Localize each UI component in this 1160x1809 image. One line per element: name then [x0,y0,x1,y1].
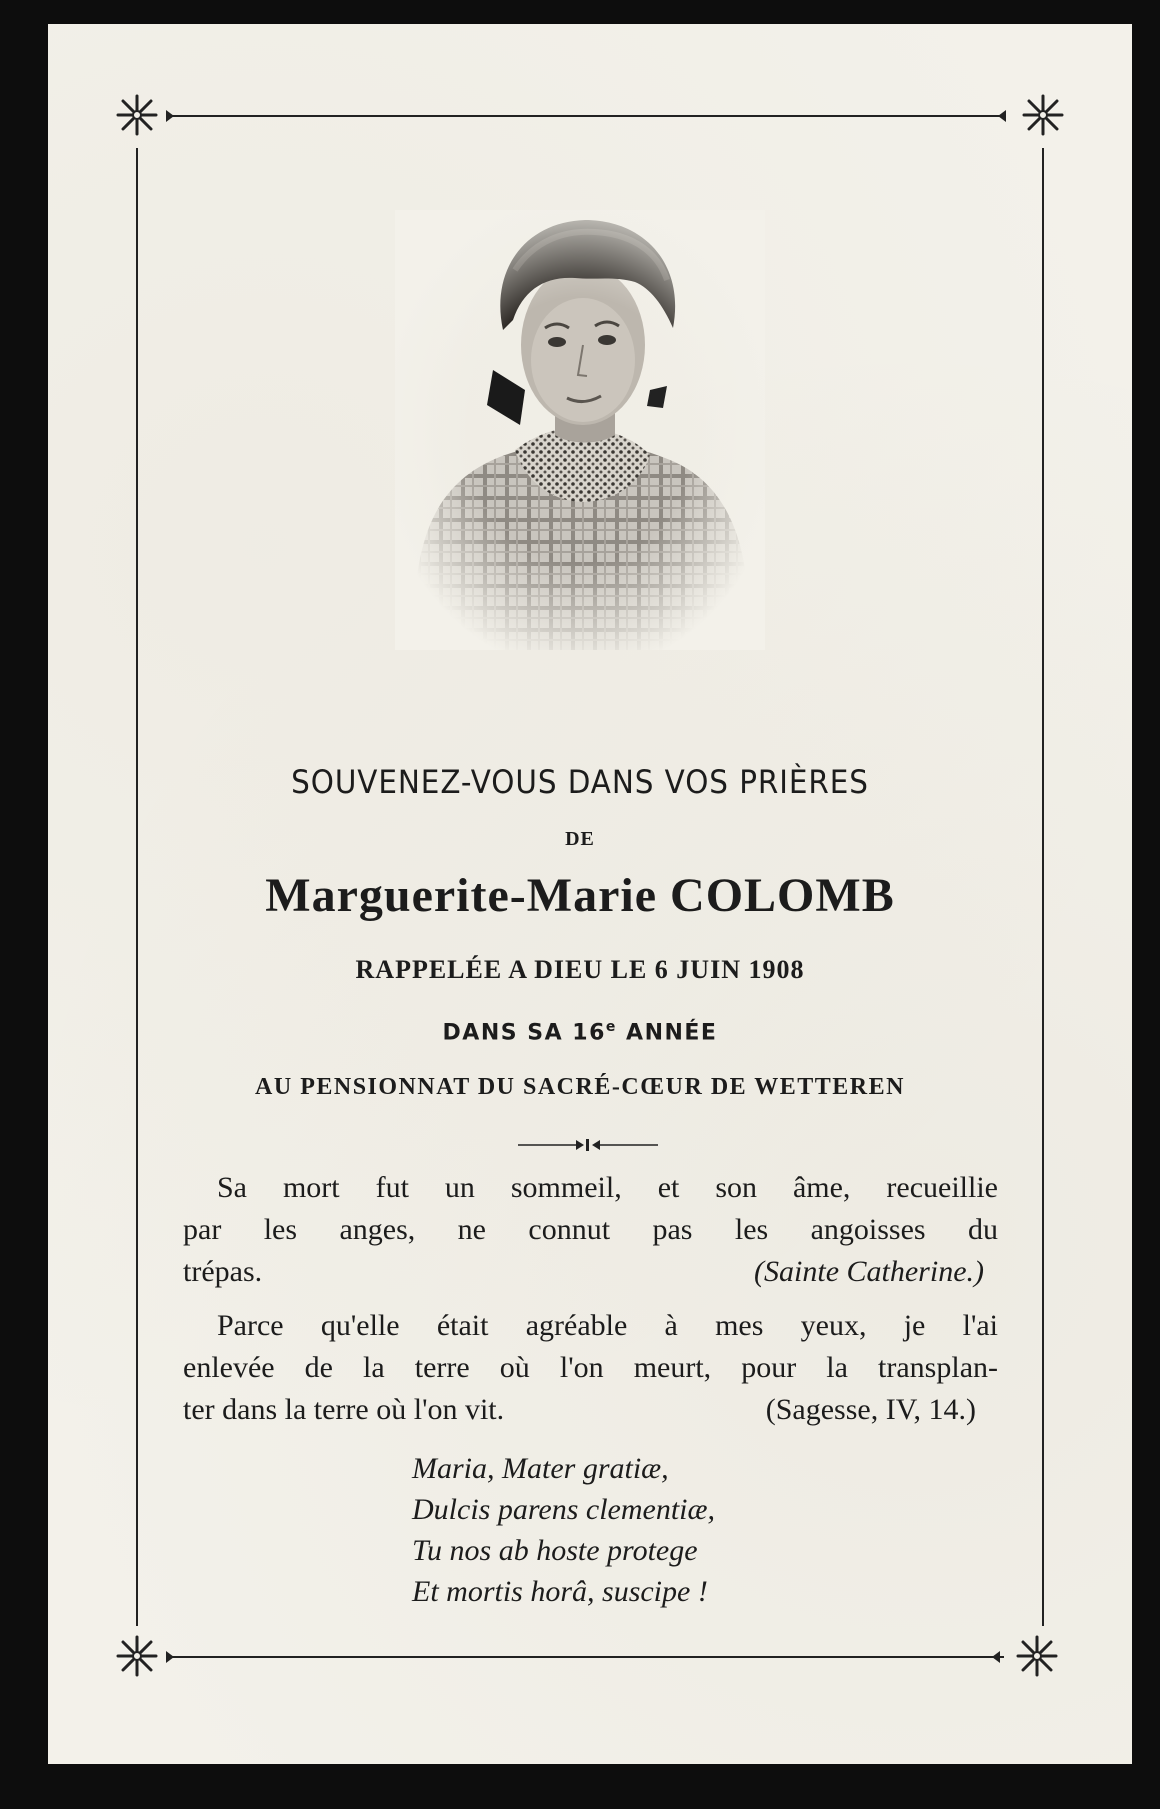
verse-line: Maria, Mater gratiæ, [412,1452,669,1485]
death-date-line: RAPPELÉE A DIEU LE 6 JUIN 1908 [355,955,805,984]
frame-terminal-icon [164,1649,176,1665]
portrait-photo [395,210,765,650]
latin-verse [412,1448,715,1612]
deceased-name: Marguerite-Marie COLOMB [265,869,895,922]
frame-top-line [168,115,1004,117]
prayer-heading: SOUVENEZ-VOUS DANS VOS PRIÈRES [291,763,869,801]
quote-line: Sa mort fut un sommeil, et son âme, recueillie [217,1171,998,1204]
age-suffix: ANNÉE [616,1020,718,1046]
ornamental-divider-icon [518,1139,658,1151]
asterisk-ornament-icon [1014,1633,1060,1679]
frame-bottom-line [168,1656,1004,1658]
frame-terminal-icon [996,108,1008,124]
quote-last-line [183,1251,998,1293]
quote-line: enlevée de la terre où l'on meurt, pour la transplan- [183,1351,998,1384]
age-superscript: e [605,1019,617,1035]
age-line [0,1019,1160,1045]
quote-sainte-catherine [183,1167,998,1293]
asterisk-ornament-icon [114,1633,160,1679]
verse-line: Dulcis parens clementiæ, [412,1493,716,1526]
de-label: DE [565,828,595,850]
quote-source: (Sainte Catherine.) [754,1255,984,1288]
quote-line: par les anges, ne connut pas les angoisses du [183,1213,998,1246]
verse-line: Et mortis horâ, suscipe ! [412,1575,708,1608]
verse-line: Tu nos ab hoste protege [412,1534,698,1567]
quote-source: (Sagesse, IV, 14.) [765,1393,976,1426]
frame-terminal-icon [164,108,176,124]
quote-line: trépas. [183,1255,263,1288]
age-prefix: DANS SA 16 [442,1020,606,1046]
quote-line: ter dans la terre où l'on vit. [183,1393,505,1426]
asterisk-ornament-icon [1020,92,1066,138]
frame-terminal-icon [990,1649,1002,1665]
quote-sagesse [183,1305,998,1431]
quote-last-line [183,1389,998,1431]
asterisk-ornament-icon [114,92,160,138]
place-line: AU PENSIONNAT DU SACRÉ-CŒUR DE WETTEREN [255,1074,905,1100]
quote-line: Parce qu'elle était agréable à mes yeux, je l'ai [217,1309,998,1342]
